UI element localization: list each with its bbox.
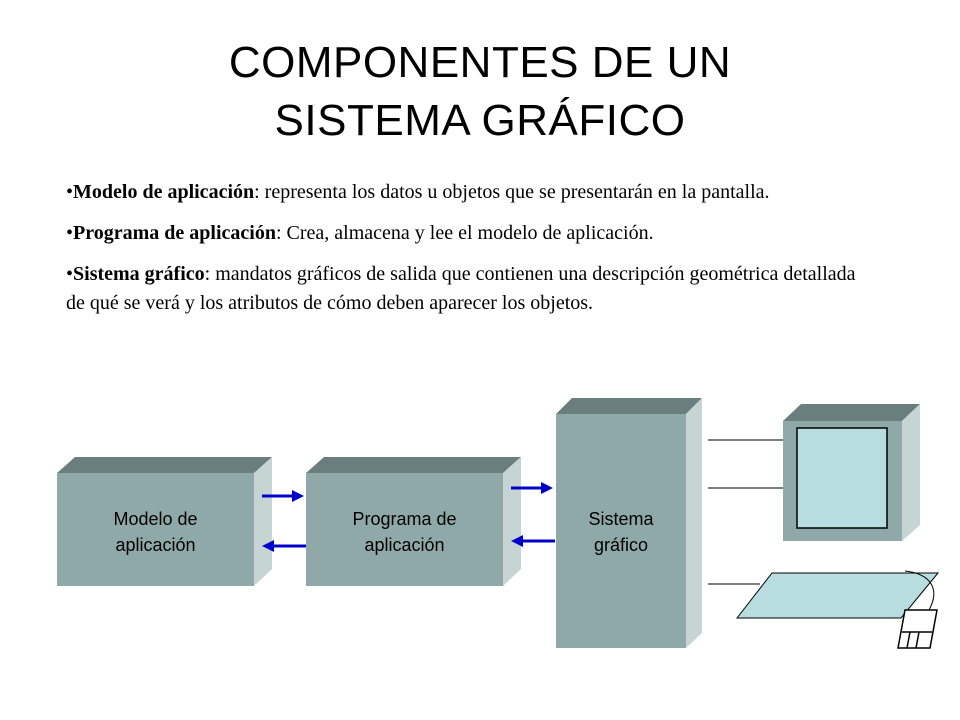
programa-label-line-1: Programa de	[352, 509, 457, 529]
bullet-text: : representa los datos u objetos que se presentarán en la pantalla.	[254, 181, 770, 203]
modelo-label-line-1: Modelo de	[113, 509, 198, 529]
mouse-icon	[898, 610, 937, 648]
modelo-label-line-2: aplicación	[115, 535, 196, 555]
monitor-icon	[783, 404, 920, 541]
bullet-item-modelo: •Modelo de aplicación: representa los datos u objetos que se presentarán en la pantalla.	[66, 181, 770, 203]
bullet-term: Sistema gráfico	[73, 263, 205, 285]
bullet-text: : mandatos gráficos de salida que contienen una descripción geométrica detallada de qué se verá y los atributos de cómo deben aparecer los objetos.	[66, 263, 856, 314]
sistema-label-line-1: Sistema	[588, 509, 654, 529]
slide-title-line-2: SISTEMA GRÁFICO	[274, 96, 686, 145]
modelo-label	[57, 506, 254, 558]
bullet-item-sistema: •Sistema gráfico: mandatos gráficos de salida que contienen una descripción geométrica detallada de qué se verá y los atributos de cómo deben aparecer los objetos.	[66, 263, 856, 314]
programa-label	[306, 506, 503, 558]
programa-label-line-2: aplicación	[364, 535, 445, 555]
bullet-term: Modelo de aplicación	[73, 181, 255, 203]
bullet-text: : Crea, almacena y lee el modelo de aplicación.	[275, 222, 654, 244]
sistema-label	[556, 506, 686, 558]
bullet-item-programa: •Programa de aplicación: Crea, almacena y lee el modelo de aplicación.	[66, 222, 654, 244]
sistema-label-line-2: gráfico	[593, 535, 649, 555]
slide-title-line-1: COMPONENTES DE UN	[228, 38, 732, 87]
bullet-term: Programa de aplicación	[73, 222, 276, 244]
